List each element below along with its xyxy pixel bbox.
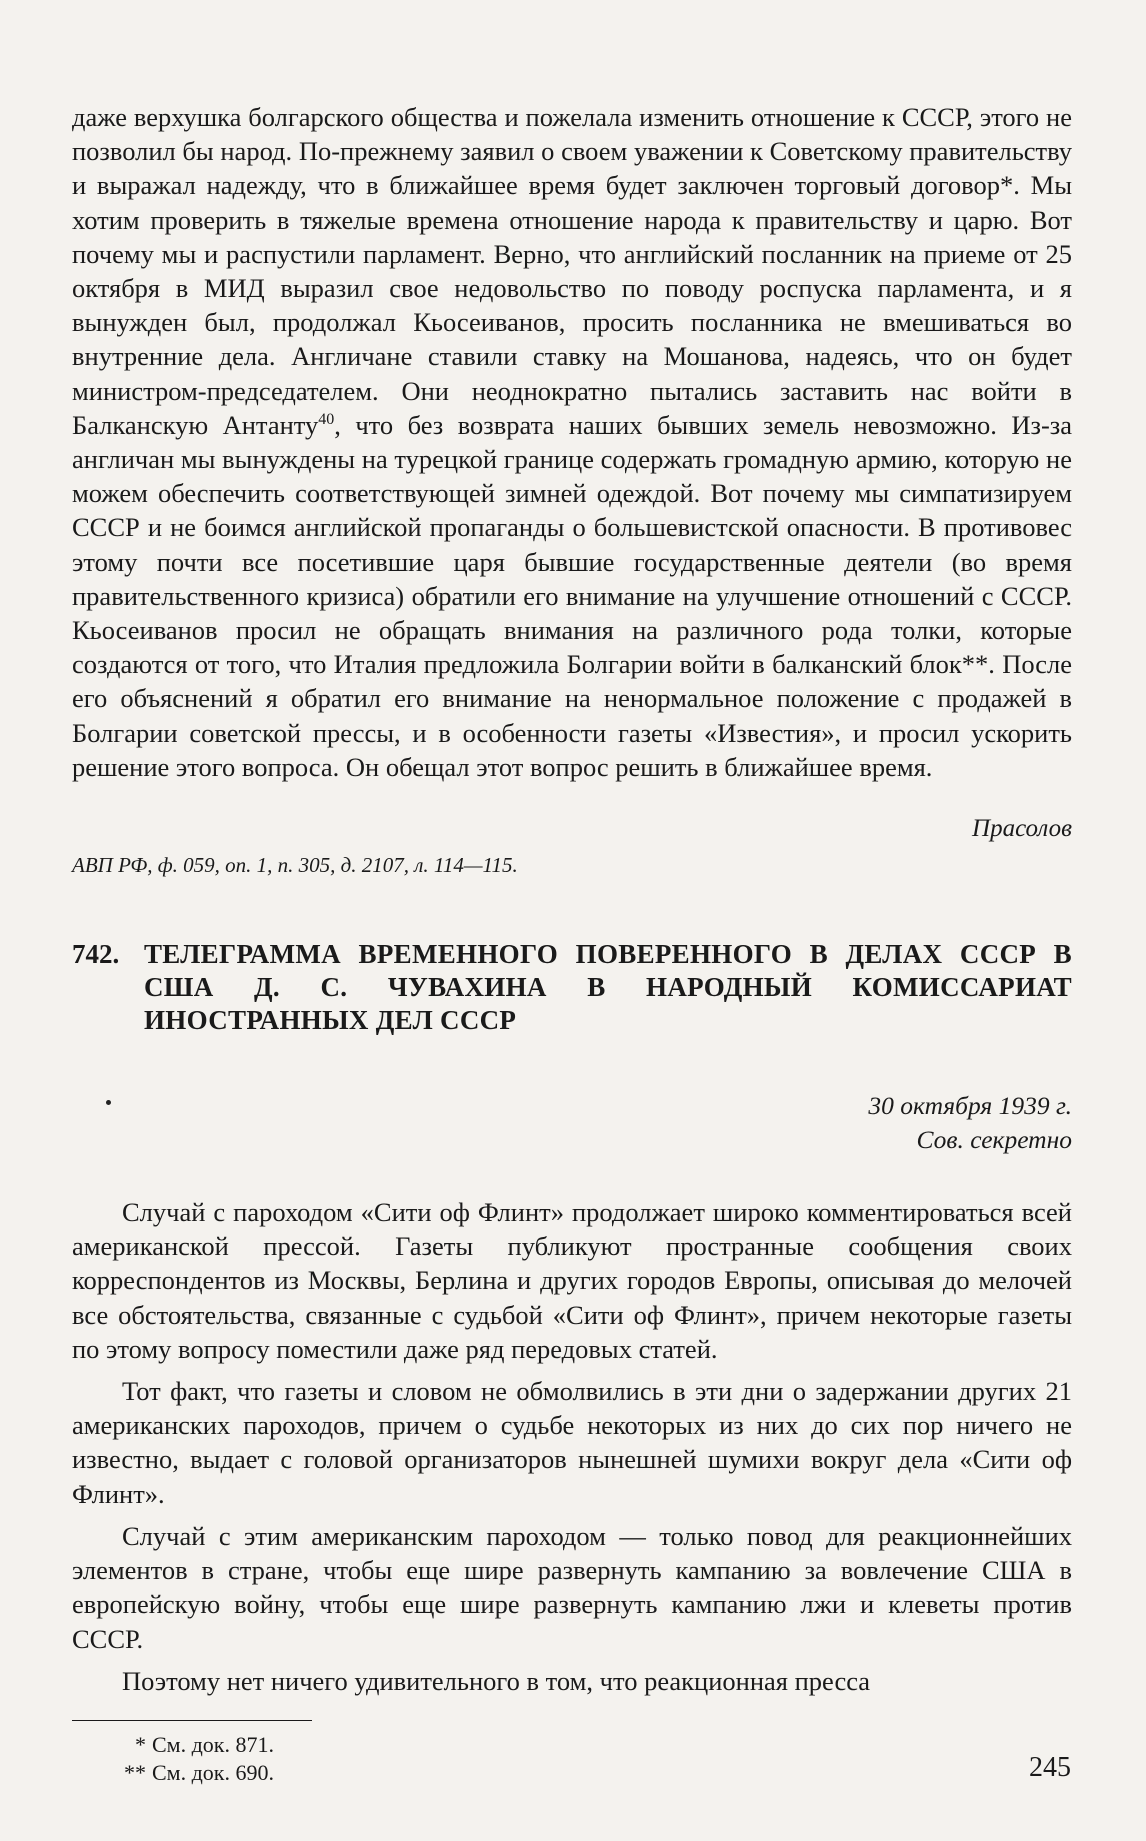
document-title: ТЕЛЕГРАММА ВРЕМЕННОГО ПОВЕРЕННОГО В ДЕЛАХ СССР В США Д. С. ЧУВАХИНА В НАРОДНЫЙ КОМИССАРИАТ ИНОСТРАННЫХ ДЕЛ СССР <box>144 939 1072 1036</box>
archive-reference: АВП РФ, ф. 059, оп. 1, п. 305, д. 2107, л. 114—115. <box>72 853 518 878</box>
footnote-mark: ** <box>124 1759 146 1785</box>
footnote-text: См. док. 690. <box>152 1759 274 1785</box>
continuation-text <box>72 100 1072 784</box>
print-dot-mark <box>106 1100 111 1105</box>
footnote-mark: * <box>135 1731 146 1757</box>
footnotes <box>72 1731 1072 1787</box>
document-date: 30 октября 1939 г. <box>868 1091 1072 1121</box>
footnote-item <box>72 1759 1072 1787</box>
signature: Прасолов <box>972 815 1072 843</box>
classification-label: Сов. секретно <box>916 1125 1072 1155</box>
telegram-paragraph-2: Тот факт, что газеты и словом не обмолвились в эти дни о задержании других 21 американских пароходов, причем о судьбе некоторых из них до сих пор ничего не известно, выдает с головой организаторов нынешней шумихи вокруг дела «Сити оф Флинт». <box>72 1376 1072 1509</box>
continuation-part-2: , что без возврата наших бывших земель невозможно. Из-за англичан мы вынуждены на турецкой границе содержать громадную армию, которую не можем обеспечить соответствующей зимней одеждой. Вот почему мы симпатизируем СССР и не боимся английской пропаганды о большевистской опасности. В противовес этому почти все посетившие царя бывшие государственные деятели (во время правительственного кризиса) обратили его внимание на улучшение отношений с СССР. Кьосеиванов просил не обращать внимания на различного рода толки, которые создаются от того, что Италия предложила Болгарии войти в балканский блок**. После его объяснений я обратил его внимание на ненормальное положение с продажей в Болгарии советской прессы, и в особенности газеты «Известия», и просил ускорить решение этого вопроса. Он обещал этот вопрос решить в ближайшее время. <box>72 409 1073 782</box>
footnote-reference: 40 <box>318 411 335 428</box>
footnote-text: См. док. 871. <box>152 1731 274 1757</box>
telegram-paragraph-1: Случай с пароходом «Сити оф Флинт» продолжает широко комментироваться всей американской прессой. Газеты публикуют пространные сообщения своих корреспондентов из Москвы, Берлина и других городов Европы, описывая до мелочей все обстоятельства, связанные с судьбой «Сити оф Флинт», причем некоторые газеты по этому вопросу поместили даже ряд передовых статей. <box>72 1197 1072 1364</box>
continuation-part-1: даже верхушка болгарского общества и пожелала изменить отношение к СССР, этого не позволил бы народ. По-прежнему заявил о своем уважении к Советскому правительству и выражал надежду, что в ближайшее время будет заключен торговый договор*. Мы хотим проверить в тяжелые времена отношение народа к правительству и царю. Вот почему мы и распустили парламент. Верно, что английский посланник на приеме от 25 октября в МИД выразил свое недовольство по поводу роспуска парламента, и я вынужден был, продолжал Кьосеиванов, просить посланника не вмешиваться во внутренние дела. Англичане ставили ставку на Мошанова, надеясь, что он будет министром-председателем. Они неоднократно пытались заставить нас войти в Балканскую Антанту <box>72 102 1072 440</box>
continuation-paragraph <box>72 100 1072 784</box>
page-content <box>72 100 1072 1787</box>
telegram-paragraph-4: Поэтому нет ничего удивительного в том, что реакционная пресса <box>122 1665 871 1696</box>
footnote-item <box>72 1731 1072 1759</box>
telegram-body <box>72 1195 1072 1698</box>
document-number: 742. <box>72 939 120 970</box>
document-heading <box>72 938 1072 1037</box>
telegram-paragraph-3: Случай с этим американским пароходом — только повод для реакционнейших элементов в стране, чтобы еще шире развернуть кампанию за вовлечение США в европейскую войну, чтобы еще шире развернуть кампанию лжи и клеветы против СССР. <box>72 1520 1072 1654</box>
page-number: 245 <box>1029 1752 1071 1783</box>
footnote-divider <box>72 1720 312 1721</box>
